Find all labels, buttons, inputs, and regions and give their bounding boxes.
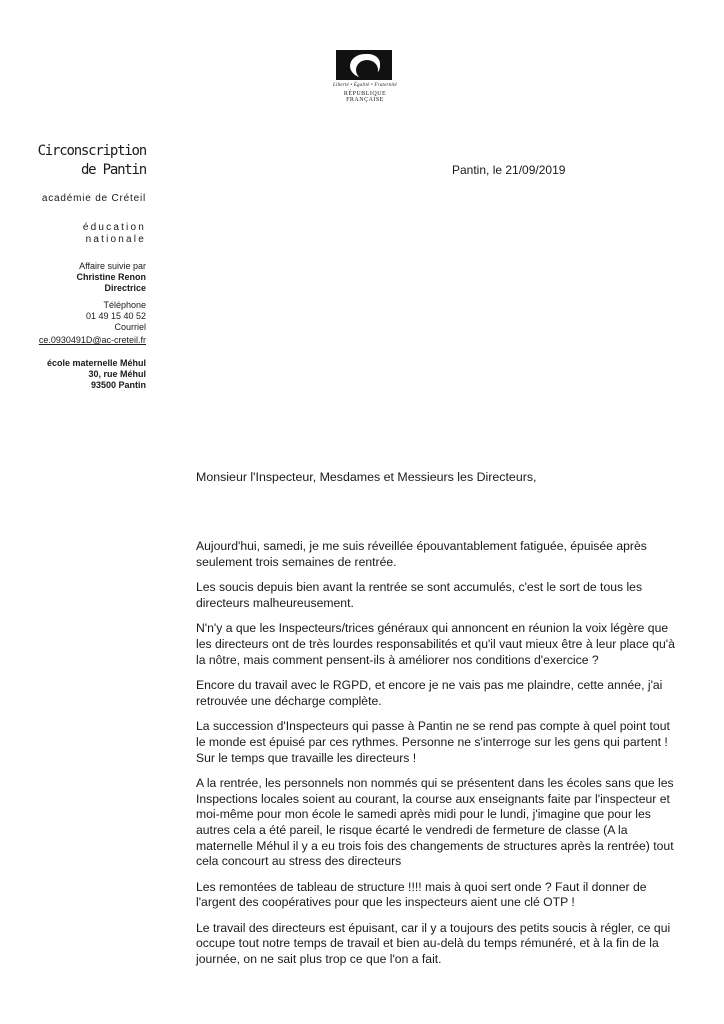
paragraph: A la rentrée, les personnels non nommés qui se présentent dans les écoles sans que les Inspections locales soient au courant, la course aux enseignants faite par l'inspecteur et moi-même pour mon école le samedi après midi pour le lundi, j'imagine que pour les autres cela a été pareil, le risque écarté le vendredi de fermeture de classe (A la maternelle Méhul il y a eu trois fois des changements de structures après la rentrée) tout cela concourt au stress des directeurs — [196, 776, 674, 869]
circonscription-title — [38, 142, 146, 180]
logo-republic: RÉPUBLIQUE FRANÇAISE — [343, 91, 387, 103]
education-line-1: éducation — [82, 222, 146, 233]
email-link[interactable]: ce.0930491D@ac-creteil.fr — [38, 335, 146, 345]
affaire-name: Christine Renon — [76, 272, 146, 282]
education-line-2: nationale — [85, 234, 146, 245]
paragraph: Les soucis depuis bien avant la rentrée se sont accumulés, c'est le sort de tous les directeurs malheureusement. — [196, 580, 643, 610]
circonscription-line-2: de Pantin — [80, 162, 146, 178]
affaire-suivie-block — [76, 261, 146, 294]
marianne-emblem-icon — [336, 50, 392, 80]
republique-francaise-logo — [326, 50, 404, 112]
academie-label: académie de Créteil — [41, 193, 146, 204]
education-nationale-label — [83, 222, 146, 246]
courriel-label: Courriel — [114, 322, 146, 332]
letter-body — [196, 539, 682, 978]
paragraph: Encore du travail avec le RGPD, et encore je ne vais pas me plaindre, cette année, j'ai retrouvée une décharge complète. — [196, 678, 663, 708]
contact-block — [86, 300, 146, 333]
logo-motto: Liberté • Égalité • Fraternité — [333, 83, 397, 88]
paragraph: Les remontées de tableau de structure !!!! mais à quoi sert onde ? Faut il donner de l'argent des coopératives pour que les inspecteurs aient une clé OTP ! — [196, 879, 647, 910]
salutation: Monsieur l'Inspecteur, Mesdames et Messieurs les Directeurs, — [196, 470, 537, 484]
affaire-label: Affaire suivie par — [79, 261, 146, 271]
address-city: 93500 Pantin — [90, 380, 146, 390]
paragraph: Aujourd'hui, samedi, je me suis réveillée épouvantablement fatiguée, épuisée après seulement trois semaines de rentrée. — [196, 539, 647, 569]
paragraph: N'n'y a que les Inspecteurs/trices généraux qui annoncent en réunion la voix légère que les directeurs ont de très lourdes responsabilités et qu'il vaut mieux être à leur place qu'à la nôtre, mais comment pensent-ils à améliorer nos conditions d'exercice ? — [196, 621, 675, 667]
address-street: 30, rue Méhul — [88, 369, 146, 379]
paragraph: La succession d'Inspecteurs qui passe à Pantin ne se rend pas compte à quel point tout le monde est épuisé par ces rythmes. Personne ne s'interroge sur les gens qui partent ! Sur le temps que travaille les directeurs ! — [196, 719, 670, 765]
letter-date: Pantin, le 21/09/2019 — [452, 163, 566, 177]
circonscription-line-1: Circonscription — [37, 143, 146, 159]
address-school: école maternelle Méhul — [46, 358, 146, 368]
telephone-label: Téléphone — [103, 300, 146, 310]
school-address-block — [47, 358, 146, 391]
telephone-number: 01 49 15 40 52 — [85, 311, 146, 321]
affaire-role: Directrice — [104, 283, 146, 293]
paragraph: Le travail des directeurs est épuisant, car il y a toujours des petits soucis à régler, ce qui occupe tout notre temps de travail et bien au-delà du temps rémunéré, et à la fin de la journée, on ne sait plus trop ce que l'on a fait. — [196, 920, 671, 967]
